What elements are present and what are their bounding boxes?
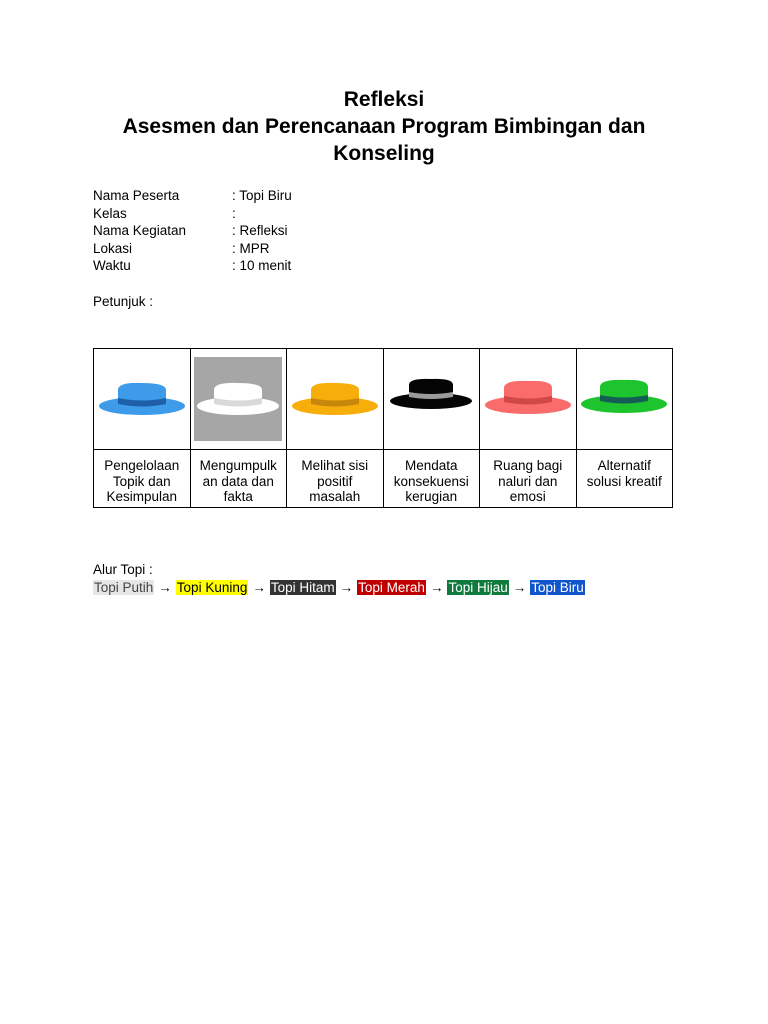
hat-label: Melihat sisi positif masalah: [301, 458, 369, 505]
hat-cell: [576, 349, 673, 450]
hat-label: Alternatif solusi kreatif: [586, 458, 662, 489]
hat-image-box: [194, 357, 282, 441]
arrow-icon: →: [429, 580, 444, 595]
chip-topi-kuning: Topi Kuning: [176, 580, 248, 595]
arrow-icon: →: [158, 580, 172, 595]
hat-image-box: [98, 357, 186, 441]
yellow-hat-icon: [291, 374, 379, 424]
alur-topi-sequence: [93, 580, 585, 595]
info-value: : Topi Biru: [232, 188, 292, 203]
info-label: Lokasi: [93, 240, 133, 256]
green-hat-icon: [580, 374, 668, 424]
info-value: :: [232, 205, 236, 221]
black-hat-icon: [387, 374, 475, 424]
hat-label-cell: [94, 450, 191, 508]
alur-topi-label: Alur Topi :: [93, 562, 153, 577]
hat-label: Pengelolaan Topik dan Kesimpulan: [104, 458, 180, 505]
hat-label: Mengumpulk an data dan fakta: [199, 458, 277, 505]
arrow-icon: →: [339, 580, 354, 595]
hat-cell: [190, 349, 287, 450]
hat-label: Ruang bagi naluri dan emosi: [493, 458, 563, 505]
title-line-1: Refleksi: [343, 88, 425, 111]
info-label: Kelas: [93, 205, 127, 221]
hat-image-box: [387, 357, 475, 441]
info-label: Nama Kegiatan: [93, 223, 187, 239]
info-row-waktu: [93, 257, 292, 275]
chip-topi-merah: Topi Merah: [358, 580, 425, 595]
hat-label-cell: [383, 450, 480, 508]
info-label: Waktu: [93, 258, 131, 274]
page-title: [60, 86, 708, 167]
title-line-2: Asesmen dan Perencanaan Program Bimbingan dan: [122, 115, 646, 138]
info-row-nama-peserta: [93, 187, 292, 205]
hat-cell: [94, 349, 191, 450]
info-value: : 10 menit: [232, 258, 292, 274]
hat-image-box: [580, 357, 668, 441]
chip-topi-hitam: Topi Hitam: [270, 580, 335, 595]
title-line-3: Konseling: [333, 142, 435, 165]
blue-hat-icon: [98, 374, 186, 424]
info-value: : MPR: [232, 240, 270, 256]
info-row-lokasi: [93, 240, 292, 258]
chip-topi-biru: Topi Biru: [531, 580, 584, 595]
info-row-nama-kegiatan: [93, 222, 292, 240]
hats-label-row: [94, 450, 673, 508]
chip-topi-putih: Topi Putih: [94, 580, 154, 595]
arrow-icon: →: [512, 580, 527, 595]
hat-cell: [287, 349, 384, 450]
petunjuk-label: Petunjuk :: [93, 294, 154, 309]
hat-label: Mendata konsekuensi kerugian: [393, 458, 469, 505]
hat-label-cell: [287, 450, 384, 508]
hat-label-cell: [190, 450, 287, 508]
hat-label-cell: [480, 450, 577, 508]
hat-cell: [480, 349, 577, 450]
white-hat-icon: [194, 374, 282, 424]
info-label: Nama Peserta: [93, 188, 180, 203]
red-hat-icon: [484, 374, 572, 424]
info-row-kelas: [93, 205, 292, 223]
arrow-icon: →: [252, 580, 266, 595]
info-value: : Refleksi: [232, 223, 288, 239]
hat-image-box: [291, 357, 379, 441]
participant-info: [93, 187, 292, 275]
hat-image-box: [484, 357, 572, 441]
hat-label-cell: [576, 450, 673, 508]
hat-cell: [383, 349, 480, 450]
hats-image-row: [94, 349, 673, 450]
chip-topi-hijau: Topi Hijau: [448, 580, 508, 595]
hats-table: [93, 348, 673, 508]
